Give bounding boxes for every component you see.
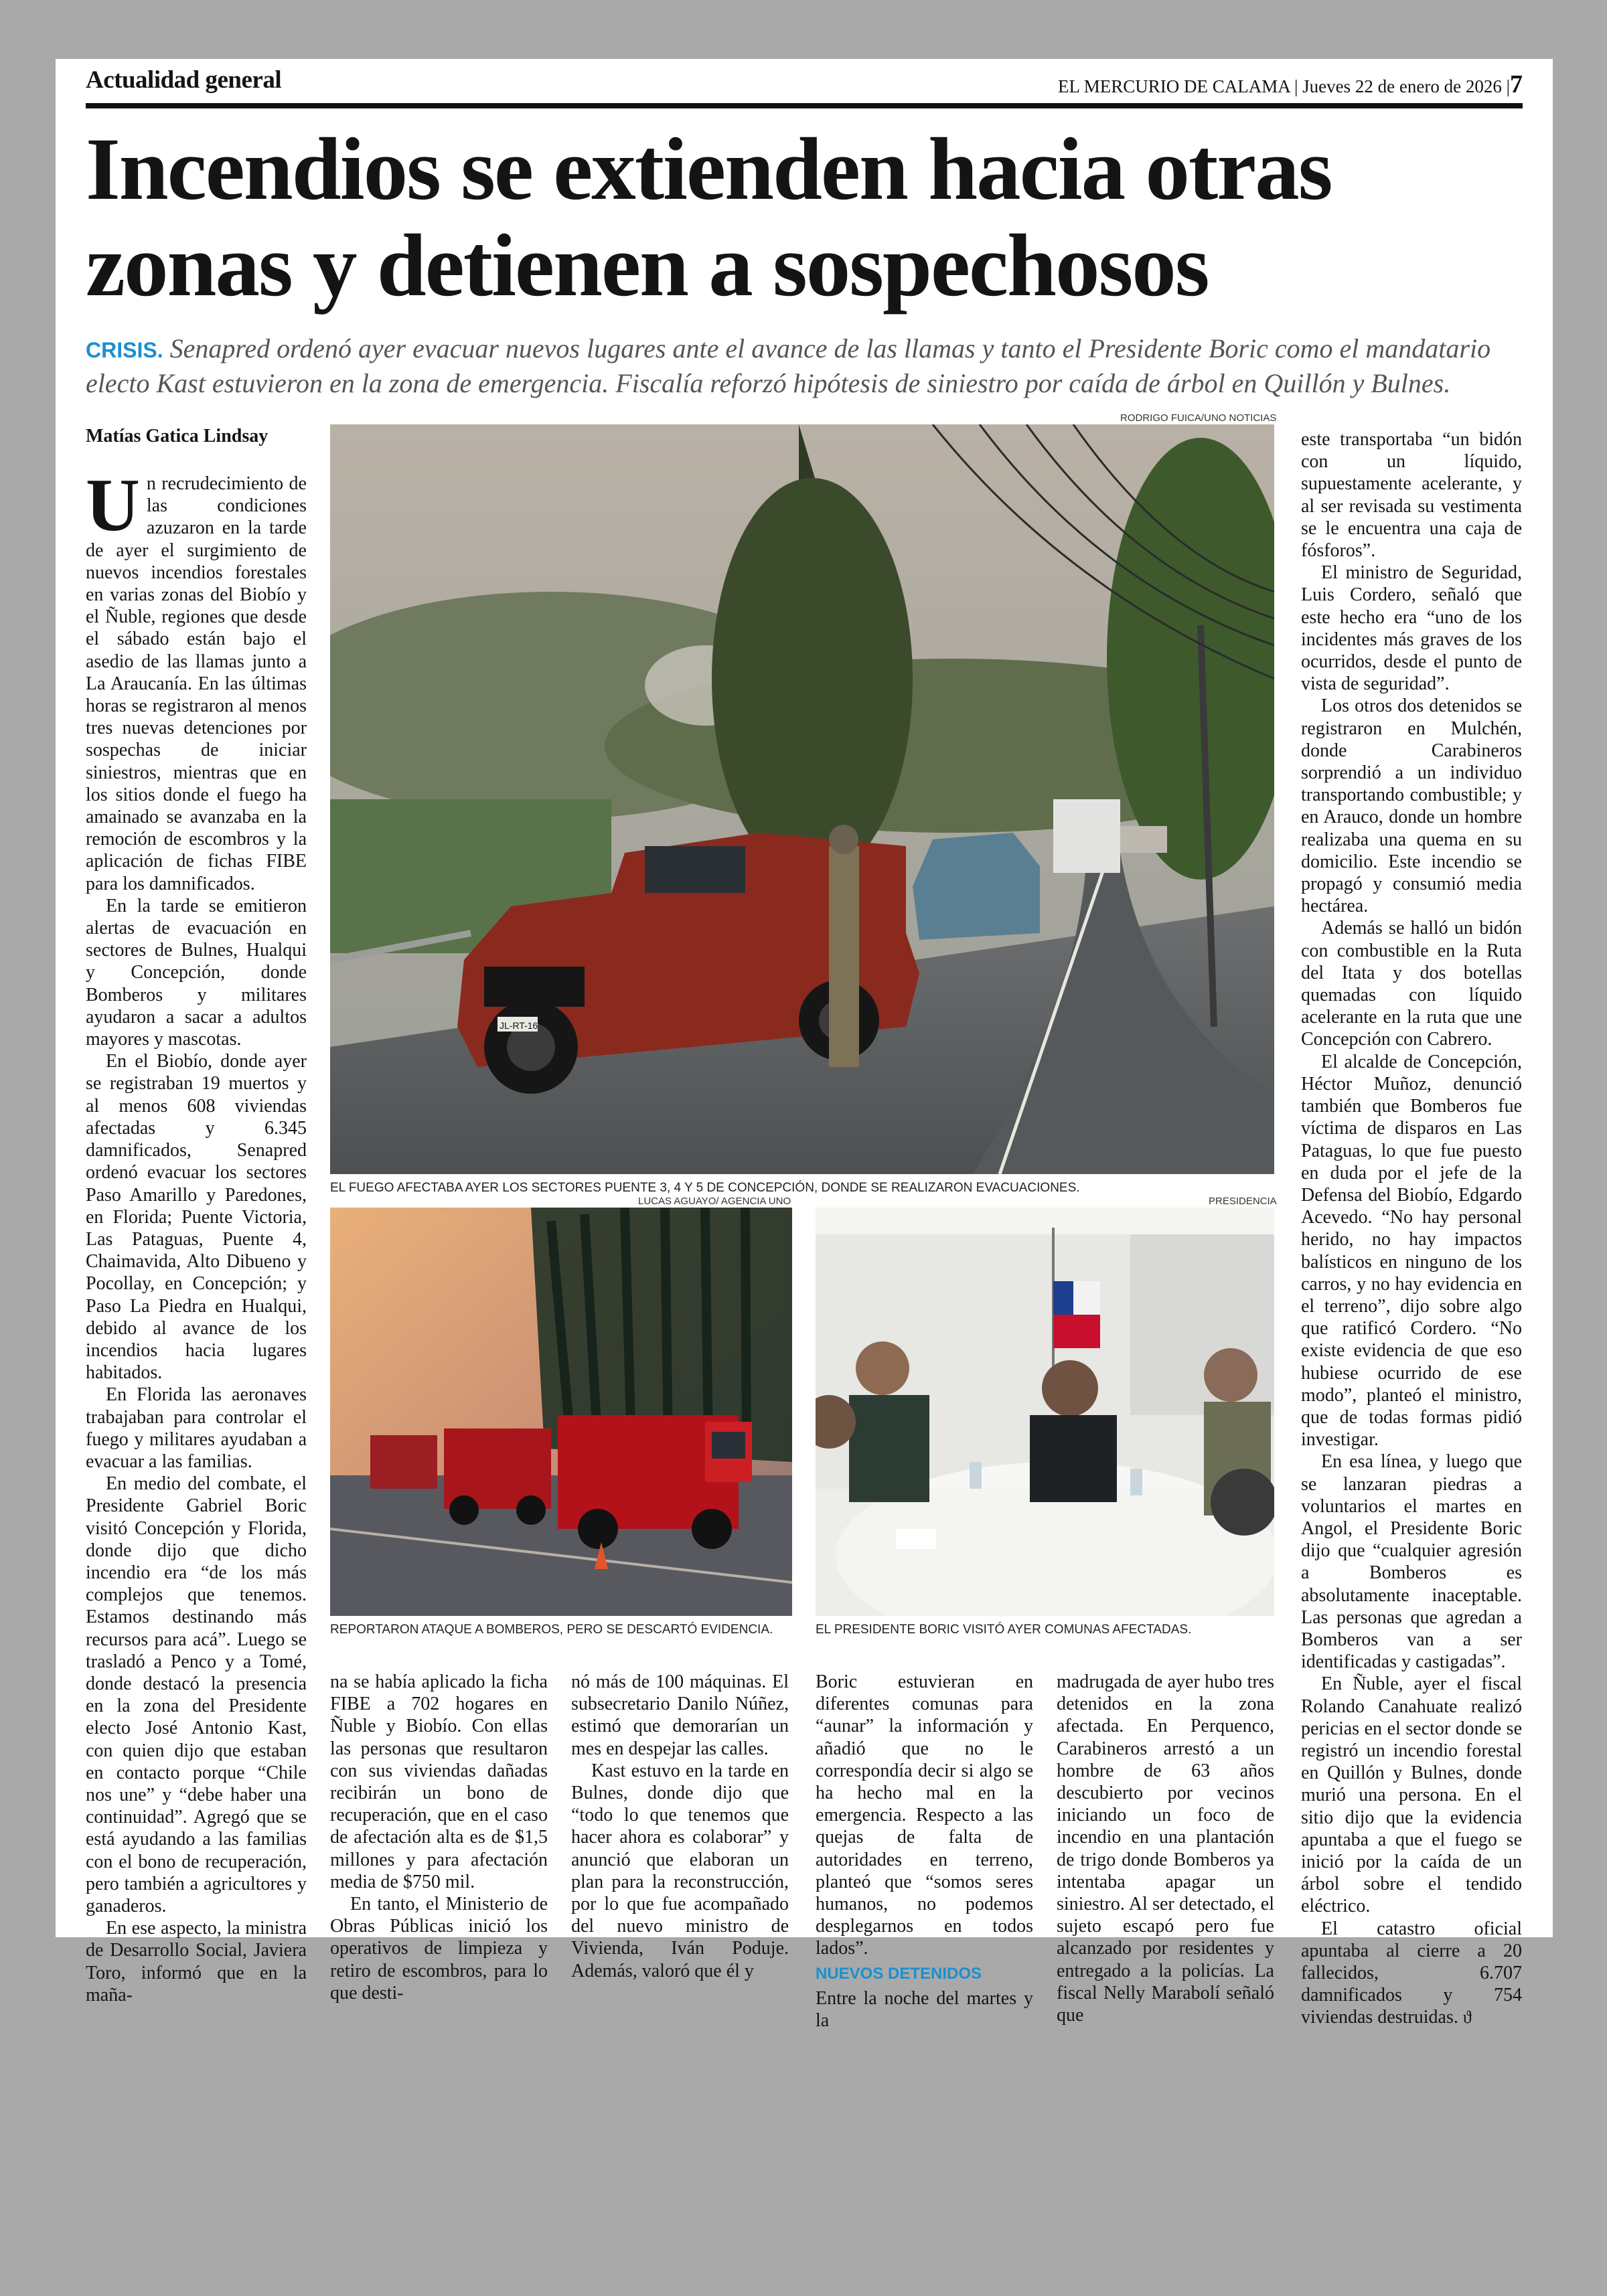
photo-road-fire	[330, 424, 1274, 1174]
masthead	[1058, 70, 1523, 99]
paragraph: Kast estuvo en la tarde en Bulnes, donde dijo que “todo lo que tenemos que hacer ahora es colaborar” y anunció que elaboran un plan para la reconstrucción, por lo que fue acompañado del nuevo ministro de Vivienda, Iván Poduje. Además, valoró que él y	[571, 1760, 789, 1981]
paragraph: En medio del combate, el Presidente Gabriel Boric visitó Concepción y Florida, donde dijo que dicho incendio era “de los más complejos que tenemos. Estamos destinando más recursos para acá”. Luego se trasladó a Penco y a Tomé, donde destacó la presencia en la zona del Presidente electo José Antonio Kast, con quien dijo que estaban en contacto porque “Chile nos une” y “debe haber una continuidad”. Agregó que se está ayudando a las familias con el bono de recuperación, pero también a agricultores y ganaderos.	[86, 1473, 307, 1916]
fire-truck	[558, 1415, 752, 1549]
column-2	[330, 1671, 548, 2004]
newspaper-page	[56, 59, 1553, 2032]
paragraph: Además se halló un bidón con combustible en la Ruta del Itata y dos botellas quemadas con líquido acelerante en la ruta que une Concepción con Cabrero.	[1301, 918, 1522, 1050]
paragraph-text: n recrudecimiento de las condiciones azuzaron en la tarde de ayer el surgimiento de nuevos incendios forestales en varias zonas del Biobío y el Ñuble, regiones que desde el sábado están bajo el asedio de las llamas junto a La Araucanía. En las últimas horas se registraron al menos tres nuevas detenciones por sospechas de iniciar siniestros, mientras que en los sitios donde el fuego ha amainado se avanzaba en la remoción de escombros y la aplicación de fichas FIBE para los damnificados.	[86, 473, 307, 894]
column-1	[86, 464, 307, 2006]
road-scene-image	[330, 424, 1274, 1174]
byline: Matías Gatica Lindsay	[86, 426, 269, 446]
column-3	[571, 1671, 789, 1982]
photo-caption: REPORTARON ATAQUE A BOMBEROS, PERO SE DESCARTÓ EVIDENCIA.	[330, 1623, 773, 1637]
paragraph: En Ñuble, ayer el fiscal Rolando Canahuate realizó pericias en el sector donde se registró un incendio forestal en Quillón y Bulnes, donde murió una persona. En el sitio dijo que la evidencia apuntaba a que el fuego se inició por la caída de un árbol sobre el tendido eléctrico.	[1301, 1673, 1522, 1917]
paragraph: na se había aplicado la ficha FIBE a 702 hogares en Ñuble y Biobío. Con ellas las personas que resultaron con sus viviendas dañadas recibirán un bono de recuperación, que en el caso de afectación alta es de $1,5 millones y para afectación media de $750 mil.	[330, 1671, 548, 1892]
subheading: NUEVOS DETENIDOS	[816, 1964, 982, 1983]
paragraph: En el Biobío, donde ayer se registraban 19 muertos y al menos 608 viviendas afectadas y 6.345 damnificados, Senapred ordenó evacuar los sectores Paso Amarillo y Paredones, en Florida; Puente Victoria, Las Pataguas, Puente 4, Chaimavida, Alto Dibueno y Pocollay, en Concepción; y Paso La Piedra en Hualqui, debido al avance de los incendios hacia lugares habitados.	[86, 1051, 307, 1384]
photo-credit: RODRIGO FUICA/UNO NOTICIAS	[1120, 412, 1277, 424]
photo-caption: EL FUEGO AFECTABA AYER LOS SECTORES PUENTE 3, 4 Y 5 DE CONCEPCIÓN, DONDE SE REALIZARON EVACUACIONES.	[330, 1181, 1080, 1195]
paragraph: Los otros dos detenidos se registraron en Mulchén, donde Carabineros sorprendió a un individuo transportando combustible; y en Arauco, donde un hombre realizaba una quema en su domicilio. Este incendio se propagó y consumió media hectárea.	[1301, 695, 1522, 917]
paragraph	[1301, 1918, 1522, 2029]
paragraph: En esa línea, y luego que se lanzaran piedras a voluntarios el martes en Angol, el Presidente Boric dijo que “cualquier agresión a Bomberos es absolutamente inaceptable. Las personas que agredan a Bomberos van a ser identificadas y castigadas”.	[1301, 1451, 1522, 1673]
paragraph: En ese aspecto, la ministra de Desarrollo Social, Javiera Toro, informó que en la maña-	[86, 1918, 307, 2005]
paragraph: Entre la noche del martes y la	[816, 1987, 1033, 2032]
deck-text: Senapred ordenó ayer evacuar nuevos lugares ante el avance de las llamas y tanto el Presidente Boric como el mandatario electo Kast estuvieron en la zona de emergencia. Fiscalía reforzó hipótesis de siniestro por caída de árbol en Quillón y Bulnes.	[86, 333, 1491, 398]
paragraph: nó más de 100 máquinas. El subsecretario Danilo Núñez, estimó que demorarían un mes en despejar las calles.	[571, 1671, 789, 1759]
paragraph: Boric estuvieran en diferentes comunas para “aunar” la información y añadió que no le correspondía decir si algo se ha hecho mal en la emergencia. Respecto a las quejas de falta de autoridades en terreno, planteó que “somos seres humanos, no podemos desplegarnos en todos lados”.	[816, 1671, 1033, 1959]
paragraph-text: El catastro oficial apuntaba al cierre a 20 fallecidos, 6.707 damnificados y 754 viviendas destruidas.	[1301, 1918, 1522, 2028]
paragraph: En Florida las aeronaves trabajaban para controlar el fuego y militares ayudaban a evacuar a las familias.	[86, 1384, 307, 1472]
fire-trucks-image	[330, 1208, 792, 1616]
paragraph: En tanto, el Ministerio de Obras Públicas inició los operativos de limpieza y retiro de escombros, para lo que desti-	[330, 1894, 548, 2003]
plate-text: JL-RT-16	[500, 1020, 538, 1031]
column-5	[1057, 1671, 1274, 2026]
paragraph: madrugada de ayer hubo tres detenidos en la zona afectada. En Perquenco, Carabineros arrestó a un hombre de 63 años descubierto por vecinos iniciando un foco de incendio en una plantación de trigo donde Bomberos ya intentaba apagar un siniestro. Al ser detectado, el sujeto escapó pero fue alcanzado por residentes y entregado a la policías. La fiscal Nelly Marabolí señaló que	[1057, 1671, 1274, 2026]
paragraph: En la tarde se emitieron alertas de evacuación en sectores de Bulnes, Hualqui y Concepción, donde Bomberos y militares ayudaron a sacar a adultos mayores y mascotas.	[86, 895, 307, 1050]
photo-meeting	[816, 1208, 1274, 1616]
photo-credit: PRESIDENCIA	[1209, 1196, 1277, 1207]
end-mark-icon: ϑ	[1462, 2007, 1472, 2028]
paragraph: El ministro de Seguridad, Luis Cordero, señaló que este hecho era “uno de los incidentes más graves de los ocurridos, desde el punto de vista de seguridad”.	[1301, 562, 1522, 695]
photo-caption: EL PRESIDENTE BORIC VISITÓ AYER COMUNAS AFECTADAS.	[816, 1623, 1192, 1637]
column-4	[816, 1671, 1033, 2032]
photo-fire-trucks	[330, 1208, 792, 1616]
drop-cap: U	[86, 464, 140, 547]
deck	[86, 332, 1545, 400]
header-rule	[86, 103, 1523, 108]
column-6	[1301, 428, 1522, 2029]
section-label: Actualidad general	[86, 66, 282, 94]
deck-tag: CRISIS.	[86, 338, 163, 362]
paragraph: este transportaba “un bidón con un líquido, supuestamente acelerante, y al ser revisada su vestimenta se le encuentra una caja de fósforos”.	[1301, 429, 1522, 562]
paragraph	[86, 464, 307, 895]
masthead-text: EL MERCURIO DE CALAMA | Jueves 22 de enero de 2026 |	[1058, 76, 1510, 96]
photo-credit: LUCAS AGUAYO/ AGENCIA UNO	[638, 1196, 791, 1207]
paragraph: El alcalde de Concepción, Héctor Muñoz, denunció también que Bomberos fue víctima de disparos en Las Pataguas, lo que fue puesto en duda por el jefe de la Defensa del Biobío, Edgardo Acevedo. “No hay personal herido, no hay impactos balísticos en ninguno de los carros, y no hay evidencia en el terreno”, dijo sobre algo que ratificó Cordero. “No existe evidencia de que eso hubiese ocurrido de ese modo”, planteó el ministro, que de todas formas pidió investigar.	[1301, 1051, 1522, 1451]
meeting-image	[816, 1208, 1274, 1616]
page-number: 7	[1510, 70, 1523, 98]
headline: Incendios se extienden hacia otras zonas y detienen a sospechosos	[86, 119, 1332, 315]
